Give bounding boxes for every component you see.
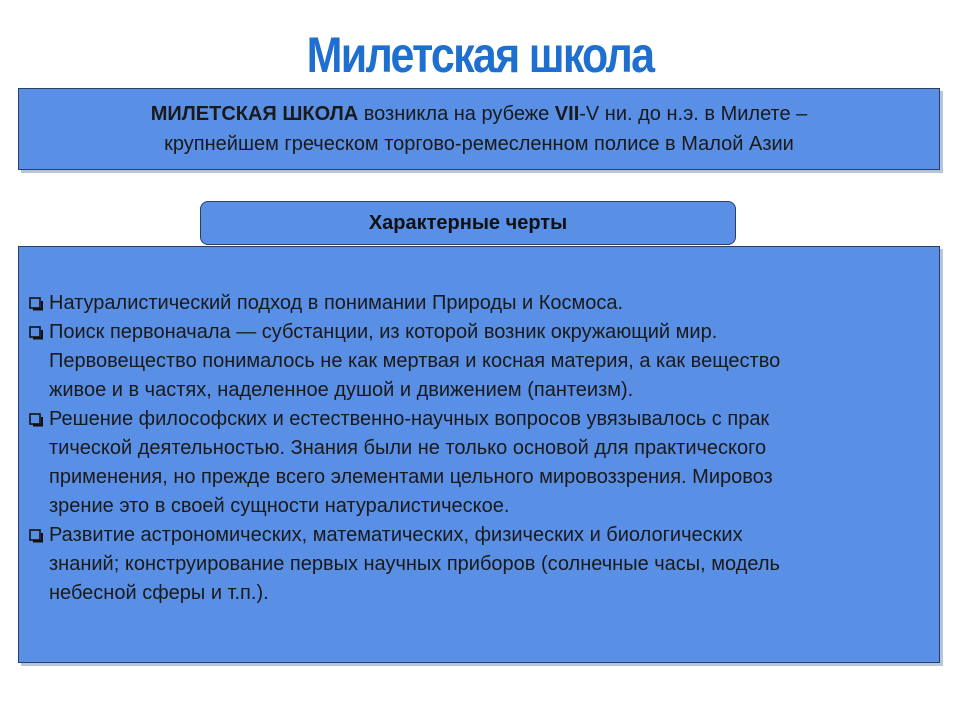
intro-lead: МИЛЕТСКАЯ ШКОЛА [150,103,359,125]
intro-century: VII [554,103,580,125]
traits-box [18,246,940,663]
trait-item [29,521,921,608]
trait-item [29,289,921,318]
slide-title: Милетская школа [306,27,654,83]
intro-box [18,88,940,170]
checkbox-bullet-icon [29,289,45,318]
checkbox-bullet-icon [29,405,45,434]
intro-text [151,99,808,159]
traits-heading: Характерные черты [368,211,568,234]
trait-item [29,405,921,521]
trait-text: Поиск первоначала — субстанции, из которой возник окружающий мир. Первовещество понималось не как мертвая и косная материя, а как вещество живое и в частях, наделенное душой и движением (пантеизм). [49,321,781,401]
trait-item [29,318,921,405]
intro-part2: -V ни. до н.э. в Милете – крупнейшем греческом торгово-ремесленном полисе в Малой Азии [164,103,808,155]
trait-text: Решение философских и естественно-научных вопросов увязывалось с прак тической деятельностью. Знания были не только основой для практического применения, но прежде всего элементами цельного мировоззрения. Мировоз зрение это в своей сущности натуралистическое. [49,408,773,517]
trait-text: Развитие астрономических, математических, физических и биологических знаний; конструирование первых научных приборов (солнечные часы, модель небесной сферы и т.п.). [49,524,780,604]
traits-heading-pill [200,201,736,245]
intro-part1: возникла на рубеже [358,103,555,125]
trait-text: Натуралистический подход в понимании Природы и Космоса. [49,292,624,314]
checkbox-bullet-icon [29,521,45,550]
checkbox-bullet-icon [29,318,45,347]
